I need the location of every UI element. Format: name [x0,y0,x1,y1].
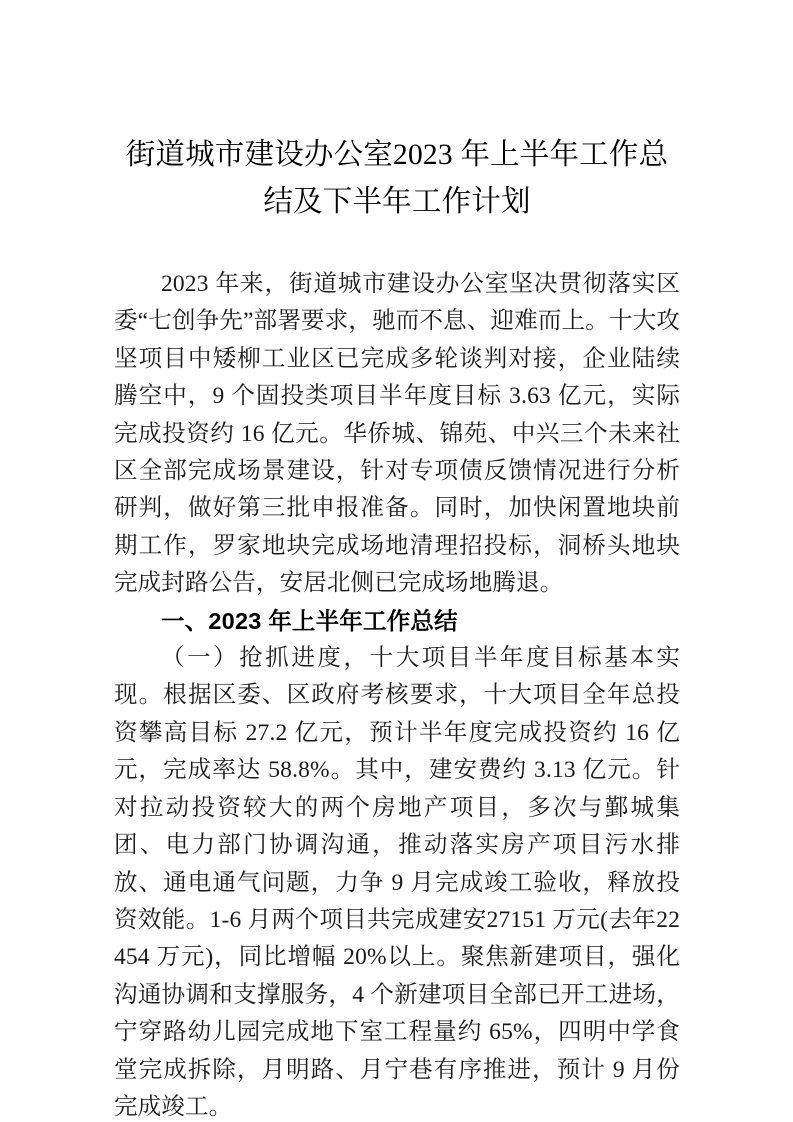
intro-paragraph: 2023 年来，街道城市建设办公室坚决贯彻落实区委“七创争先”部署要求，驰而不息、迎难而上。十大攻坚项目中矮柳工业区已完成多轮谈判对接，企业陆续腾空中，9 个固投类项目半年度目标 3.63 亿元，实际完成投资约 16 亿元。华侨城、锦苑、中兴三个未来社区全部完成场景建设，针对专项债反馈情况进行分析研判，做好第三批申报准备。同时，加快闲置地块前期工作，罗家地块完成场地清理招投标，洞桥头地块完成封路公告，安居北侧已完成场地腾退。 [114,271,680,597]
document-content [114,0,680,1122]
page-title: 街道城市建设办公室2023 年上半年工作总结及下半年工作计划 [125,139,669,218]
subsection-paragraph-1: （一）抢抓进度，十大项目半年度目标基本实现。根据区委、区政府考核要求，十大项目全年总投资攀高目标 27.2 亿元，预计半年度完成投资约 16 亿元，完成率达 58.8%。其中，建安费约 3.13 亿元。针对拉动投资较大的两个房地产项目，多次与鄞城集团、电力部门协调沟通，推动落实房产项目污水排放、通电通气问题，力争 9 月完成竣工验收，释放投资效能。1-6 月两个项目共完成建安27151 万元(去年22454 万元)，同比增幅 20%以上。聚焦新建项目，强化沟通协调和支撑服务，4 个新建项目全部已开工进场，宁穿路幼儿园完成地下室工程量约 65%，四明中学食堂完成拆除，月明路、月宁巷有序推进，预计 9 月份完成竣工。 [114,645,680,1120]
section-heading-1: 一、2023 年上半年工作总结 [161,607,458,634]
document-body [114,266,680,1122]
